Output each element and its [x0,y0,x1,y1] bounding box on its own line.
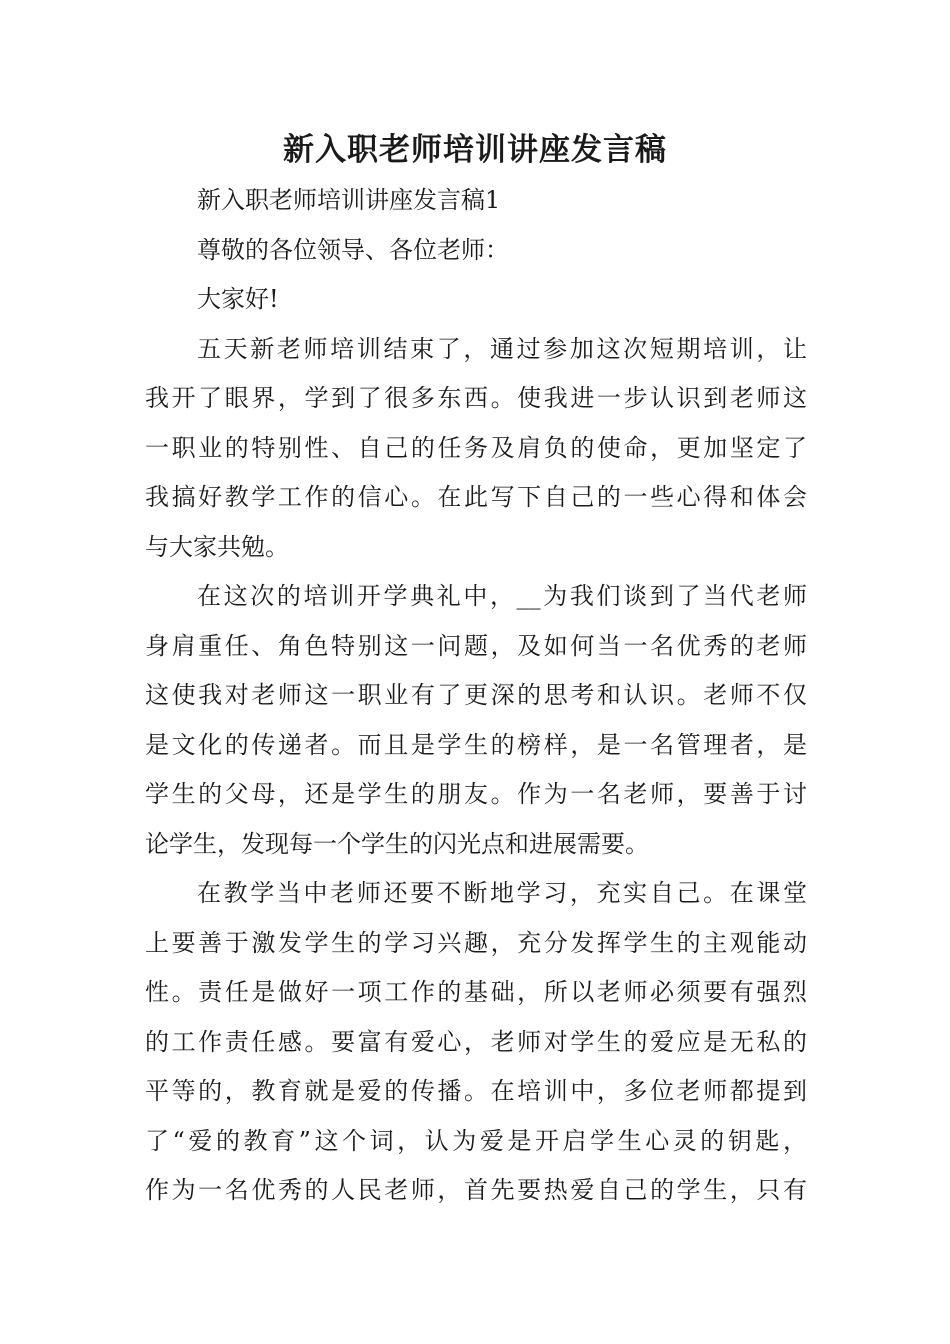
text-line: 上要善于激发学生的学习兴趣，充分发挥学生的主观能动 [145,928,807,957]
text-line: 一职业的特别性、自己的任务及肩负的使命，更加坚定了 [145,433,807,462]
text-line: 身肩重任、角色特别这一问题，及如何当一名优秀的老师 [145,631,807,660]
text-line: 大家好! [197,285,279,313]
text-line: 尊敬的各位领导、各位老师： [197,235,509,264]
text-line: 了“爱的教育”这个词，认为爱是开启学生心灵的钥匙， [145,1126,807,1155]
text-line: 这使我对老师这一职业有了更深的思考和认识。老师不仅 [145,681,807,709]
document-title: 新入职老师培训讲座发言稿 [283,132,667,168]
text-line: 学生的父母，还是学生的朋友。作为一名老师，要善于讨 [145,780,807,808]
text-line: 在这次的培训开学典礼中，__为我们谈到了当代老师 [197,582,807,610]
document-body [145,176,807,1216]
text-line: 是文化的传递者。而且是学生的榜样，是一名管理者，是 [145,730,807,759]
text-line: 的工作责任感。要富有爱心，老师对学生的爱应是无私的 [145,1027,807,1056]
text-line: 我搞好教学工作的信心。在此写下自己的一些心得和体会 [145,483,807,511]
text-line: 平等的，教育就是爱的传播。在培训中，多位老师都提到 [145,1077,807,1105]
text-line: 与大家共勉。 [145,532,289,561]
text-line: 我开了眼界，学到了很多东西。使我进一步认识到老师这 [145,384,807,412]
text-line: 五天新老师培训结束了，通过参加这次短期培训，让 [197,334,807,363]
text-line: 作为一名优秀的人民老师，首先要热爱自己的学生，只有 [145,1176,807,1204]
text-line: 在教学当中老师还要不断地学习，充实自己。在课堂 [197,879,807,907]
text-line: 性。责任是做好一项工作的基础，所以老师必须要有强烈 [145,978,807,1006]
text-line: 新入职老师培训讲座发言稿1 [197,186,501,214]
text-line: 论学生，发现每一个学生的闪光点和进展需要。 [145,829,649,858]
